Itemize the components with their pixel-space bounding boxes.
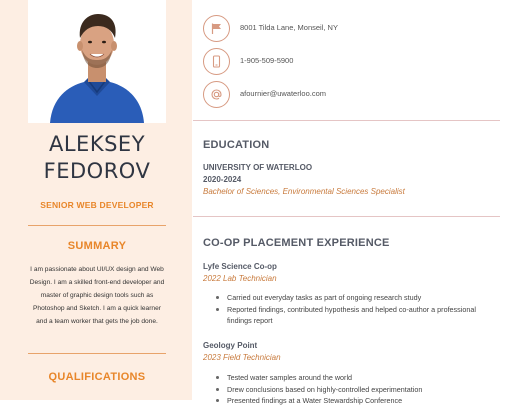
email-text: afournier@uwaterloo.com bbox=[240, 89, 326, 98]
job-role: 2022 Lab Technician bbox=[203, 274, 277, 283]
qualifications-heading: QUALIFICATIONS bbox=[48, 371, 146, 383]
phone-icon bbox=[203, 48, 230, 75]
list-item: Carried out everyday tasks as part of ongoing research study bbox=[216, 292, 476, 304]
summary-text: I am passionate about UI/UX design and Web Design. I am a skilled front-end developer and master of graphic design tools such as Photoshop and Sketch. I am a quick learner and a team worker that gets the job done. bbox=[29, 266, 165, 325]
profile-photo bbox=[28, 0, 166, 123]
school-name: UNIVERSITY OF WATERLOO bbox=[203, 163, 313, 172]
divider bbox=[28, 353, 166, 354]
last-name: FEDOROV bbox=[43, 159, 151, 183]
list-item: Tested water samples around the world bbox=[216, 372, 476, 384]
flag-icon bbox=[203, 15, 230, 42]
address-text: 8001 Tilda Lane, Monseil, NY bbox=[240, 23, 338, 32]
profile-name bbox=[28, 131, 166, 185]
job-bullets bbox=[216, 292, 476, 327]
job-title: SENIOR WEB DEVELOPER bbox=[40, 200, 154, 210]
job-role: 2023 Field Technician bbox=[203, 353, 281, 362]
job-bullets bbox=[216, 372, 476, 407]
list-item: Presented findings at a Water Stewardship Conference bbox=[216, 395, 476, 407]
job-company: Lyfe Science Co-op bbox=[203, 262, 277, 271]
divider bbox=[28, 225, 166, 226]
first-name: ALEKSEY bbox=[48, 132, 146, 156]
sidebar-content bbox=[28, 0, 166, 400]
phone-text: 1-905-509-5900 bbox=[240, 56, 294, 65]
coop-heading: CO-OP PLACEMENT EXPERIENCE bbox=[203, 237, 390, 249]
education-heading: EDUCATION bbox=[203, 139, 270, 151]
job-company: Geology Point bbox=[203, 341, 258, 350]
divider bbox=[193, 216, 500, 217]
at-icon bbox=[203, 81, 230, 108]
summary-heading: SUMMARY bbox=[67, 240, 127, 252]
list-item: Drew conclusions based on highly-controlled experimentation bbox=[216, 384, 476, 396]
list-item: Reported findings, contributed hypothesis and helped co-author a professional findings report bbox=[216, 304, 476, 327]
sidebar bbox=[0, 0, 192, 400]
divider bbox=[193, 120, 500, 121]
school-years: 2020-2024 bbox=[203, 175, 242, 184]
degree-text: Bachelor of Sciences, Environmental Sciences Specialist bbox=[203, 187, 405, 196]
